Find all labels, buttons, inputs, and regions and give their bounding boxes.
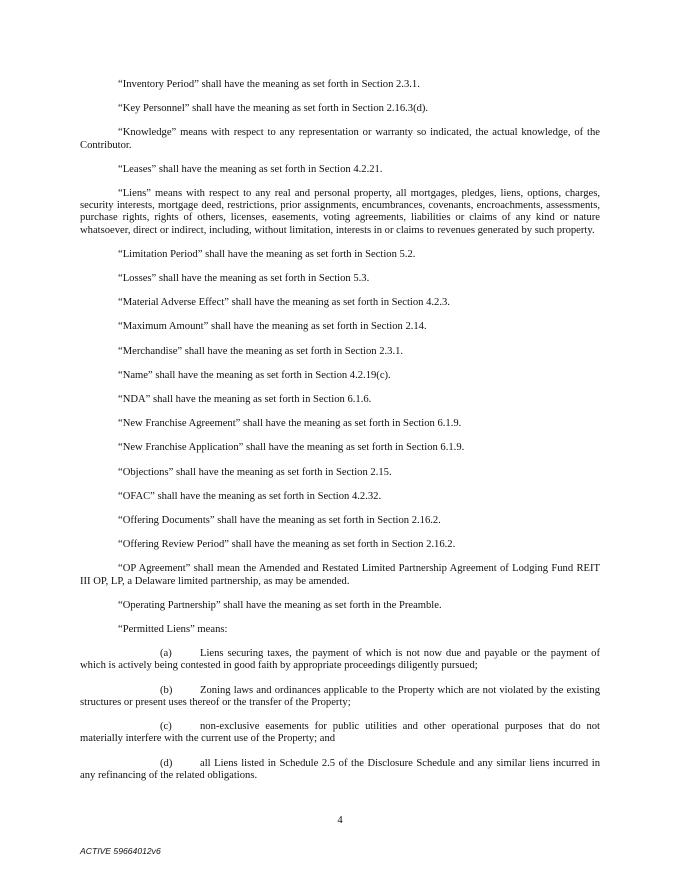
definition-objections: “Objections” shall have the meaning as set forth in Section 2.15.: [118, 466, 392, 478]
definition-operating-partnership: “Operating Partnership” shall have the meaning as set forth in the Preamble.: [118, 599, 442, 611]
definition-offering-documents: “Offering Documents” shall have the meaning as set forth in Section 2.16.2.: [118, 515, 441, 527]
permitted-lien-item: [80, 721, 600, 745]
definition-permitted-liens: “Permitted Liens” means:: [118, 624, 228, 636]
definition-losses: “Losses” shall have the meaning as set forth in Section 5.3.: [118, 273, 370, 285]
definition-nda: “NDA” shall have the meaning as set forth in Section 6.1.6.: [118, 394, 372, 406]
definition-liens: “Liens” means with respect to any real and personal property, all mortgages, pledges, liens, options, charges, security interests, mortgage deed, restrictions, prior assignments, encumbrances, covenants, encroachments, assessments, purchase rights, rights of others, licenses, easements, voting agreements, liabilities or claims of any kind or nature whatsoever, direct or indirect, including, without limitation, interests in or claims to revenues generated by such property.: [80, 188, 600, 236]
definition-op-agreement: “OP Agreement” shall mean the Amended and Restated Limited Partnership Agreement of Lodging Fund REIT III OP, LP, a Delaware limited partnership, as may be amended.: [80, 563, 600, 587]
document-body: [80, 79, 600, 794]
definition-leases: “Leases” shall have the meaning as set forth in Section 4.2.21.: [118, 163, 383, 175]
definition-merchandise: “Merchandise” shall have the meaning as set forth in Section 2.3.1.: [118, 345, 404, 357]
permitted-lien-item: [80, 648, 600, 672]
item-label: (c): [160, 721, 172, 733]
item-text: non-exclusive easements for public utilities and other operational purposes that do not materially interfere with the current use of the Property; and: [80, 721, 600, 745]
item-text: all Liens listed in Schedule 2.5 of the Disclosure Schedule and any similar liens incurred in any refinancing of the related obligations.: [80, 757, 600, 781]
definition-maximum-amount: “Maximum Amount” shall have the meaning as set forth in Section 2.14.: [118, 321, 427, 333]
document-footer-id: ACTIVE 59664012v6: [80, 846, 161, 856]
definition-material-adverse-effect: “Material Adverse Effect” shall have the meaning as set forth in Section 4.2.3.: [118, 297, 450, 309]
item-label: (a): [160, 648, 172, 660]
definition-key-personnel: “Key Personnel” shall have the meaning as set forth in Section 2.16.3(d).: [118, 103, 429, 115]
item-label: (b): [160, 684, 173, 696]
permitted-lien-item: [80, 758, 600, 782]
item-text: Liens securing taxes, the payment of which is not now due and payable or the payment of which is actively being contested in good faith by appropriate proceedings diligently pursued;: [80, 648, 600, 672]
definition-knowledge: “Knowledge” means with respect to any representation or warranty so indicated, the actual knowledge, of the Contributor.: [80, 127, 600, 151]
definition-offering-review-period: “Offering Review Period” shall have the meaning as set forth in Section 2.16.2.: [118, 539, 456, 551]
definition-new-franchise-application: “New Franchise Application” shall have the meaning as set forth in Section 6.1.9.: [118, 442, 465, 454]
definition-ofac: “OFAC” shall have the meaning as set forth in Section 4.2.32.: [118, 490, 382, 502]
item-label: (d): [160, 757, 173, 769]
item-text: Zoning laws and ordinances applicable to the Property which are not violated by the existing structures or present uses thereof or the transfer of the Property;: [80, 684, 600, 708]
permitted-lien-item: [80, 685, 600, 709]
definition-new-franchise-agreement: “New Franchise Agreement” shall have the meaning as set forth in Section 6.1.9.: [118, 418, 462, 430]
definition-inventory-period: “Inventory Period” shall have the meaning as set forth in Section 2.3.1.: [118, 79, 420, 90]
definition-name: “Name” shall have the meaning as set forth in Section 4.2.19(c).: [118, 369, 391, 381]
page-number: 4: [337, 815, 343, 826]
definition-limitation-period: “Limitation Period” shall have the meaning as set forth in Section 5.2.: [118, 248, 416, 260]
